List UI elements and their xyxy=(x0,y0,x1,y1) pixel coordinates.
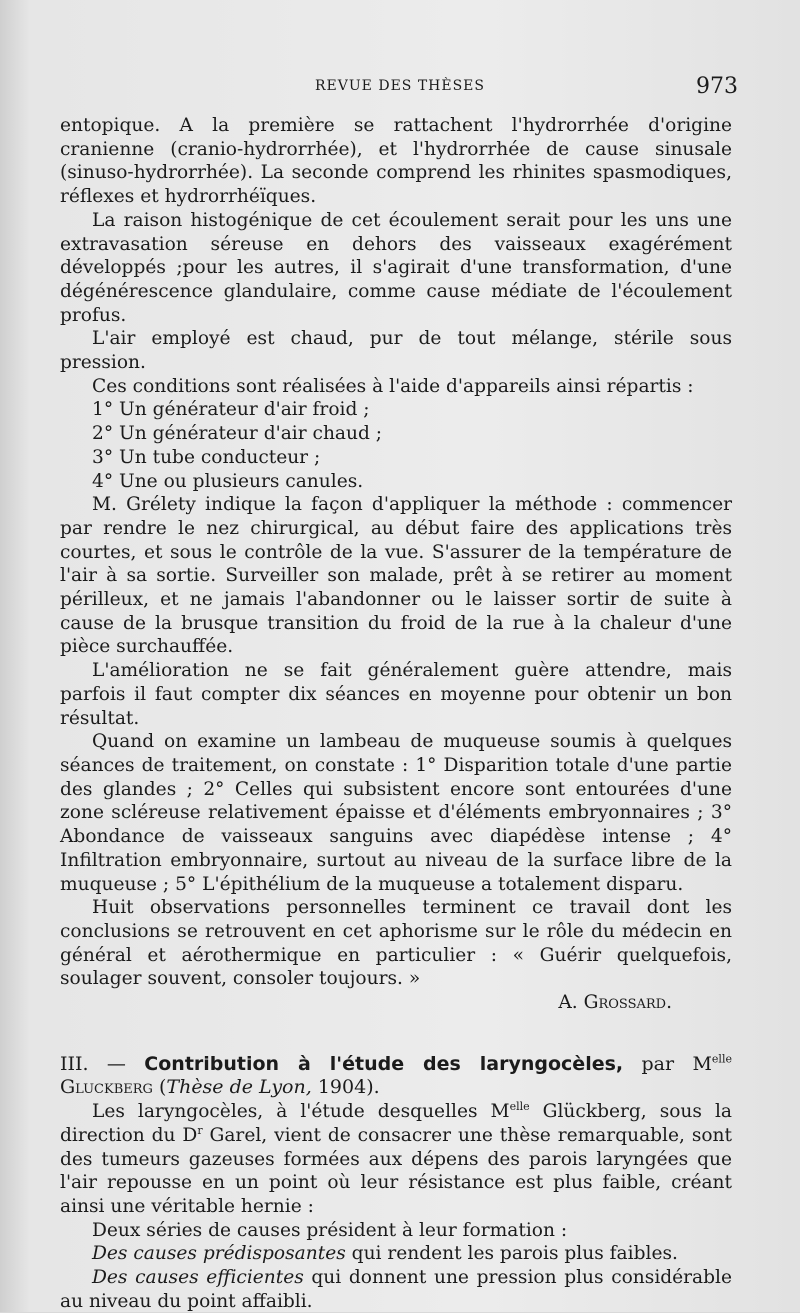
paragraph: Quand on examine un lambeau de muqueuse soumis à quelques séances de traitement, on constate : 1° Disparition totale d'une partie des glandes ; 2° Celles qui subsistent encore sont entourées d'une zone scléreuse relativement épaisse et d'éléments embryonnaires ; 3° Abondance de vaisseaux sanguins avec diapédèse intense ; 4° Infiltration embryonnaire, surtout au niveau de la surface libre de la muqueuse ; 5° L'épithélium de la muqueuse a totalement disparu. xyxy=(60,731,732,895)
paragraph: L'amélioration ne se fait généralement guère attendre, mais parfois il faut compter dix séances en moyenne pour obtenir un bon résultat. xyxy=(60,660,732,729)
cause-term: Des causes efficientes xyxy=(92,1267,304,1289)
list-item: 3° Un tube conducteur ; xyxy=(92,446,321,468)
thesis-title: Thèse de Lyon, xyxy=(166,1076,312,1099)
paragraph xyxy=(60,1100,732,1219)
list-item: 4° Une ou plusieurs canules. xyxy=(92,470,364,492)
page-number: 973 xyxy=(696,74,738,99)
thesis-open: ( xyxy=(158,1076,167,1099)
list-item: 2° Un générateur d'air chaud ; xyxy=(92,423,383,445)
section-mlle-sup: elle xyxy=(711,1052,732,1066)
paragraph: Huit observations personnelles terminent ce travail dont les conclusions se retrouvent en cet aphorisme sur le rôle du médecin en général et aérothermique en particulier : « Guérir quelquefois, soulager souvent, consoler toujours. » xyxy=(60,897,732,990)
cause-term: Des causes prédisposantes xyxy=(92,1243,346,1265)
section-author: Gluckberg xyxy=(60,1076,153,1099)
cause-text: qui donnent une pression plus considérable au niveau du point affaibli. xyxy=(60,1267,732,1312)
signature-line xyxy=(60,991,732,1015)
intro-sup-2: r xyxy=(197,1123,203,1137)
signature: A. Grossard. xyxy=(558,992,672,1014)
section-title: Contribution à l'étude des laryngocèles, xyxy=(144,1052,624,1075)
list-item: 1° Un générateur d'air froid ; xyxy=(92,399,370,421)
paragraph: L'air employé est chaud, pur de tout mélange, stérile sous pression. xyxy=(60,328,732,374)
section-by: par xyxy=(641,1052,675,1075)
page-header xyxy=(0,72,800,102)
section-gap xyxy=(60,1015,732,1053)
cause-text: qui rendent les parois plus faibles. xyxy=(345,1243,678,1265)
intro-sup-1: elle xyxy=(509,1099,530,1113)
paragraph: Deux séries de causes président à leur formation : xyxy=(92,1219,568,1241)
paragraph: entopique. A la première se rattachent l'hydrorrhée d'origine cranienne (cranio-hydrorrhée), et l'hydrorrhée de cause sinusale (sinuso-hydrorrhée). La seconde comprend les rhinites spasmodiques, réflexes et hydrorrhéïques. xyxy=(60,115,732,208)
thesis-year: 1904 xyxy=(317,1076,367,1099)
section-mlle: M xyxy=(692,1052,712,1075)
running-title: REVUE DES THÈSES xyxy=(315,78,485,94)
paragraph xyxy=(60,1242,732,1266)
paragraph: M. Grélety indique la façon d'appliquer la méthode : commencer par rendre le nez chirurgical, au début faire des applications très courtes, et sous le contrôle de la vue. S'assurer de la température de l'air à sa sortie. Surveiller son malade, prêt à se retirer au moment périlleux, et ne jamais l'abandonner ou le laisser sortir de suite à cause de la brusque transition du froid de la rue à la chaleur d'une pièce surchauffée. xyxy=(60,494,732,658)
intro-text-c: Garel, vient de consacrer une thèse remarquable, sont des tumeurs gazeuses formées aux dépens des parois laryngées que l'air repousse en un point où leur résistance est plus faible, créant ainsi une véritable hernie : xyxy=(60,1124,732,1217)
paragraph: Ces conditions sont réalisées à l'aide d'appareils ainsi répartis : xyxy=(92,375,694,397)
intro-text-a: Les laryngocèles, à l'étude desquelles M xyxy=(92,1101,510,1123)
paragraph xyxy=(60,1266,732,1313)
page-body xyxy=(60,114,732,1313)
paragraph: La raison histogénique de cet écoulement serait pour les uns une extravasation séreuse en dehors des vaisseaux exagérément développés ;pour les autres, il s'agirait d'une transformation, d'une dégénérescence glandulaire, comme cause médiate de l'écoulement profus. xyxy=(60,209,732,326)
intro-text-b: Glückberg, sous la direction du D xyxy=(60,1101,732,1146)
thesis-close: ). xyxy=(366,1076,380,1099)
section-numeral: III. — xyxy=(60,1052,126,1075)
section-heading xyxy=(60,1053,732,1100)
